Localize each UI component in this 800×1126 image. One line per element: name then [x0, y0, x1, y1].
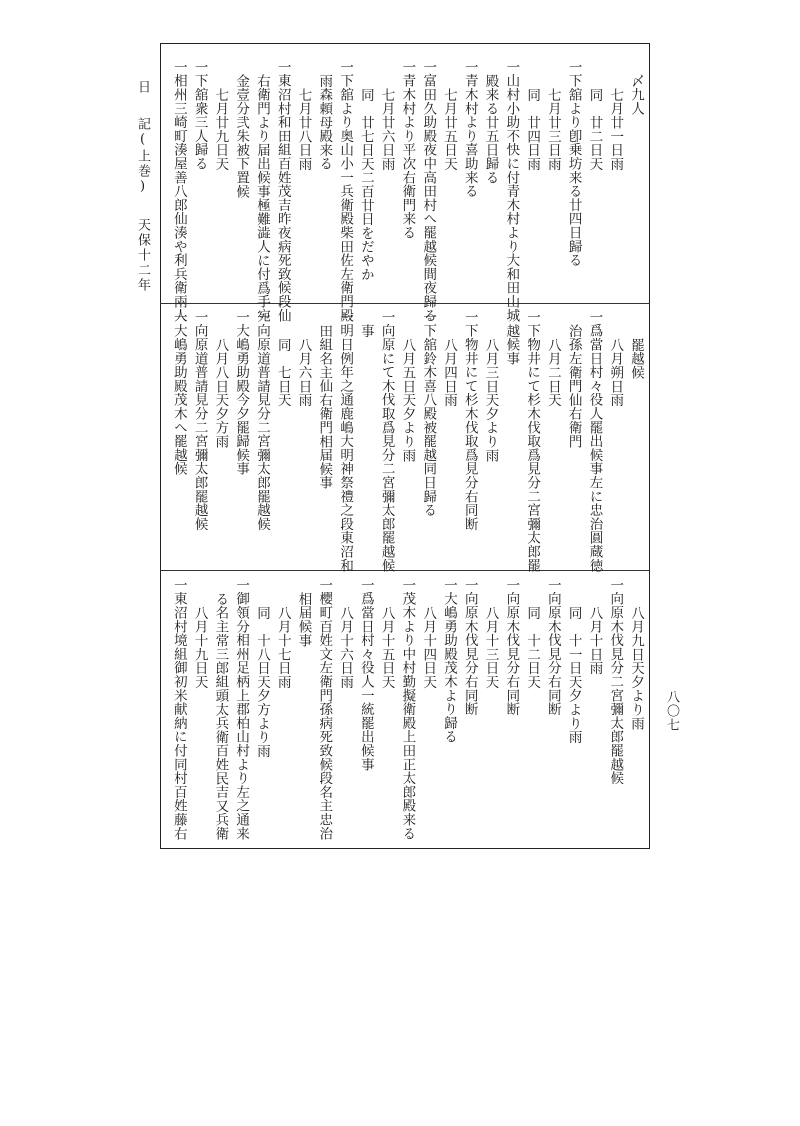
text-column: 同 廿四日雨 [524, 88, 541, 171]
text-section-middle [168, 310, 646, 573]
text-column: 〆九人 [628, 74, 644, 116]
text-section-upper [168, 60, 646, 323]
text-column: 一大嶋勇助殿茂木へ罷越候 [170, 310, 187, 476]
text-section-lower [168, 578, 646, 843]
text-column: 一山村小助不快に付青木村より大和田山城 [503, 60, 520, 323]
text-column: る名主常三郎組頭太兵衛百姓民吉又兵衛 [212, 592, 229, 841]
running-header-part: (上巻) [135, 132, 150, 196]
text-column: 一御領分相州足柄上郡柏山村より左之通来 [233, 578, 250, 841]
text-column: 同 十二日天 [524, 606, 541, 689]
text-column: 八月十七日雨 [274, 606, 291, 689]
text-column: 八月九日天夕より雨 [628, 606, 644, 731]
text-column: 一茂木より中村勤擬衛殿上田正太郎殿来る [399, 578, 416, 841]
text-column: 一爲當日村々役人一統罷出候事 [357, 578, 374, 772]
text-column: 一相州三崎町湊屋善八郎仙湊や利兵衛兩人 [170, 60, 187, 323]
text-column: 一下物井にて杉木伐取爲見分二宮彌太郎罷 [524, 310, 541, 573]
text-column: 一東沼村和田組百姓茂吉昨夜病死致候段仙 [274, 60, 291, 323]
text-column: 八月十三日天 [482, 606, 499, 689]
text-column: 八月十五日天 [378, 606, 395, 689]
text-column: 一下舘衆三人歸る [191, 60, 208, 171]
text-column: 一向原木伐見分右同断 [544, 578, 561, 716]
text-column: 一大嶋勇助殿茂木より歸る [440, 578, 457, 744]
running-header-part: 記 [135, 117, 150, 132]
text-column: 相届候事 [295, 592, 312, 648]
text-column: 一向原木伐見分二宮彌太郎罷越候 [607, 578, 624, 785]
text-column: 一櫻町百姓文左衛門孫病死致候段名主忠治 [316, 578, 333, 841]
text-column: 七月廿九日天 [212, 88, 229, 171]
text-column: 同 七日天 [274, 338, 291, 407]
text-column: 一青木村より喜助来る [461, 60, 478, 198]
text-column: 八月八日天夕方雨 [212, 338, 229, 449]
running-header-part: 天保十二年 [135, 218, 150, 293]
section-divider-lower [160, 570, 650, 571]
text-column: 八月四日雨 [440, 338, 457, 407]
text-column: 一青木村より平次右衛門来る [399, 60, 416, 240]
text-column: 八月十九日天 [191, 606, 208, 689]
text-column: 七月廿八日雨 [295, 88, 312, 171]
text-column: 同 十八日天夕方より雨 [253, 606, 270, 758]
text-column: 同 廿二日天 [586, 88, 603, 171]
text-column: 同 十一日天夕より雨 [565, 606, 582, 744]
text-column: 一向原道普請見分二宮彌太郎罷越候 [253, 310, 270, 531]
text-column: 八月五日天夕より雨 [399, 338, 416, 463]
text-column: 七月廿一日雨 [607, 88, 624, 171]
text-column: 一大嶋勇助殿今夕罷歸候事 [233, 310, 250, 476]
text-column: 右衛門より届出候事極難澁人に付爲手宛 [253, 74, 270, 323]
text-column: 一向原道普請見分二宮彌太郎罷越候 [191, 310, 208, 531]
text-column: 一下物井にて杉木伐取爲見分右同断 [461, 310, 478, 531]
text-column: 八月朔日雨 [607, 338, 624, 407]
text-column: 治孫左衛門仙右衛門 [565, 324, 582, 449]
running-header [132, 80, 152, 293]
text-column: 事 [357, 324, 374, 338]
section-divider-upper [160, 303, 650, 304]
text-column: 一爲當日村々役人罷出候事左に忠治圓蔵徳 [586, 310, 603, 573]
text-column: 金壹分弐朱被下置候 [233, 74, 250, 199]
text-column: 八月十四日天 [420, 606, 437, 689]
text-column: 一東沼村境組御初米献納に付同村百姓藤右 [170, 578, 187, 841]
text-column: 同 廿七日天二百廿日をだやか [357, 88, 374, 282]
text-column: 一向原木伐見分右同断 [503, 578, 520, 716]
text-column: 一富田久助殿夜中高田村へ罷越候間夜歸る [420, 60, 437, 323]
text-column: 一向原木伐見分右同断 [461, 578, 478, 716]
text-column: 八月十日雨 [586, 606, 603, 675]
text-column: 雨森頼母殿来る [316, 74, 333, 171]
text-column: 七月廿六日雨 [378, 88, 395, 171]
text-column: 一下舘鈴木喜八殿被罷越同日歸る [420, 310, 437, 517]
text-column: 八月十六日雨 [337, 606, 354, 689]
text-column: 七月廿五日天 [440, 88, 457, 171]
text-column: 一下舘より卽乗坊来る廿四日歸る [565, 60, 582, 267]
page-number: 八〇七 [664, 690, 679, 732]
text-column: 越候事 [503, 324, 520, 366]
text-column: 殿来る廿五日歸る [482, 74, 499, 185]
text-column: 罷越候 [628, 338, 644, 380]
text-column: 一下舘より奥山小一兵衛殿柴田佐左衛門殿 [337, 60, 354, 323]
text-column: 一明日例年之通鹿嶋大明神祭禮之段東沼和 [337, 310, 354, 573]
text-column: 八月六日雨 [295, 338, 312, 407]
text-column: 田組名主仙右衛門相届候事 [316, 324, 333, 490]
text-column: 一向原にて木伐取爲見分二宮彌太郎罷越候 [378, 310, 395, 573]
text-column: 七月廿三日雨 [544, 88, 561, 171]
running-header-part: 日 [135, 80, 150, 95]
text-column: 八月三日天夕より雨 [482, 338, 499, 463]
text-column: 八月二日天 [544, 338, 561, 407]
